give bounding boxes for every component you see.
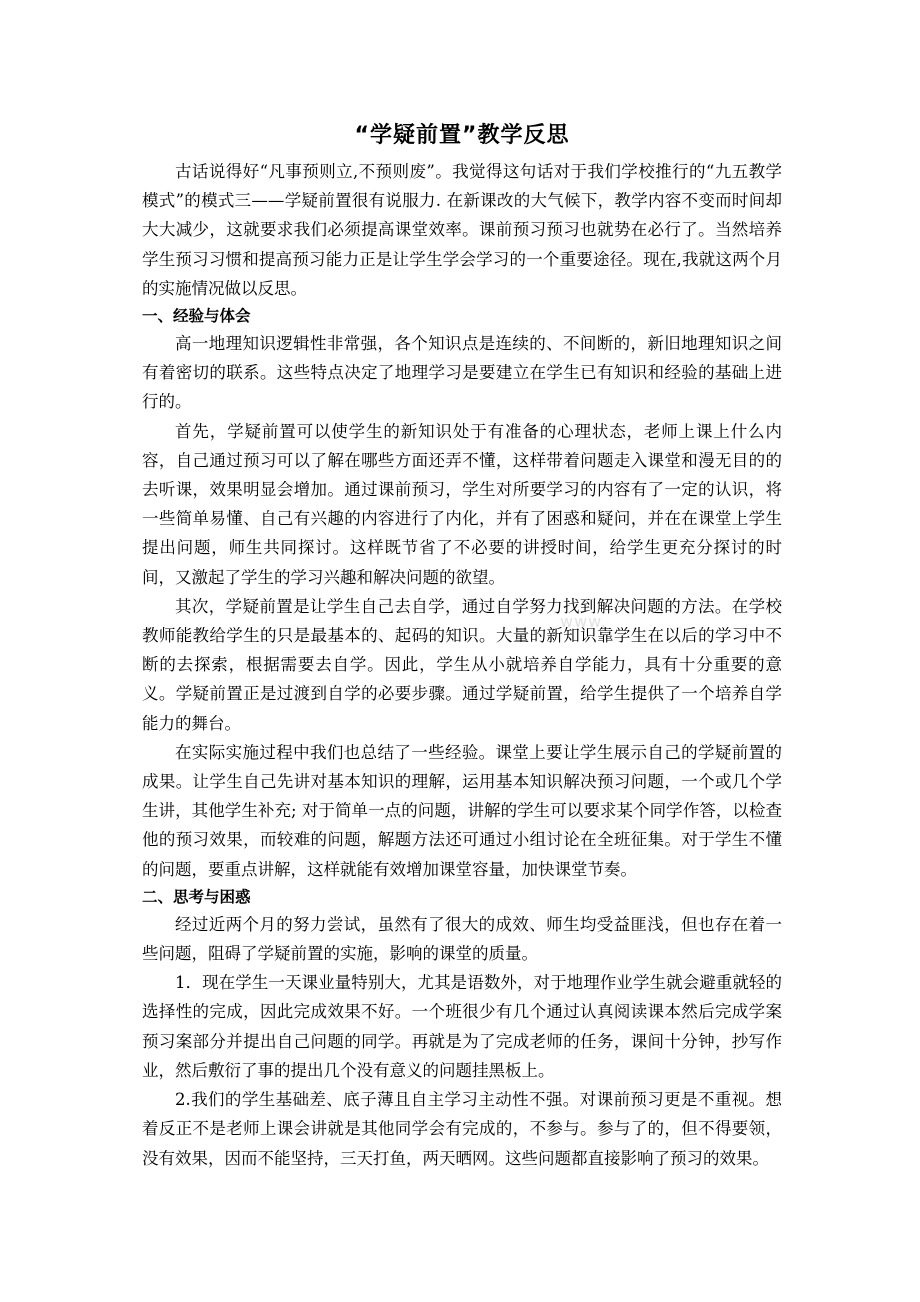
body-paragraph: 经过近两个月的努力尝试，虽然有了很大的成效、师生均受益匪浅，但也存在着一些问题，阻碍了学疑前置的实施，影响的课堂的质量。 [142,914,782,964]
body-paragraph: 1．现在学生一天课业量特别大，尤其是语数外，对于地理作业学生就会避重就轻的选择性的完成，因此完成效果不好。一个班很少有几个通过认真阅读课本然后完成学案预习案部分并提出自己问题的同学。再就是为了完成老师的任务，课间十分钟，抄写作业，然后敷衍了事的提出几个没有意义的问题挂黑板上。 [142,973,782,1080]
body-paragraph: 在实际实施过程中我们也总结了一些经验。课堂上要让学生展示自己的学疑前置的成果。让学生自己先讲对基本知识的理解，运用基本知识解决预习问题，一个或几个学生讲，其他学生补充; 对于简单一点的问题，讲解的学生可以要求某个同学作答，以检查他的预习效果，而较难的问题，解题方法还可通过小组讨论在全班征集。对于学生不懂的问题，要重点讲解，这样就能有效增加课堂容量，加快课堂节奏。 [142,742,782,879]
section-heading-experience: 一、经验与体会 [142,307,251,326]
body-paragraph: 首先，学疑前置可以使学生的新知识处于有准备的心理状态，老师上课上什么内容，自己通过预习可以了解在哪些方面还弄不懂，这样带着问题走入课堂和漫无目的的去听课，效果明显会增加。通过课前预习，学生对所要学习的内容有了一定的认识，将一些简单易懂、自己有兴趣的内容进行了内化，并有了困惑和疑问，并在在课堂上学生提出问题，师生共同探讨。这样既节省了不必要的讲授时间，给学生更充分探讨的时间，又激起了学生的学习兴趣和解决问题的欲望。 [142,421,782,587]
document-title: “学疑前置”教学反思 [354,123,570,148]
intro-paragraph: 古话说得好“凡事预则立,不预则废”。我觉得这句话对于我们学校推行的“九五教学模式”的模式三——学疑前置很有说服力. 在新课改的大气候下，教学内容不变而时间却大大减少，这就要求我们必须提高课堂效率。课前预习预习也就势在必行了。当然培养学生预习习惯和提高预习能力正是让学生学会学习的一个重要途径。现在,我就这两个月的实施情况做以反思。 [142,162,782,298]
section-heading-reflection: 二、思考与困惑 [142,887,251,906]
body-paragraph: 高一地理知识逻辑性非常强，各个知识点是连续的、不间断的，新旧地理知识之间有着密切的联系。这些特点决定了地理学习是要建立在学生已有知识和经验的基础上进行的。 [142,334,782,412]
document-page [142,118,782,1173]
body-paragraph: 其次，学疑前置是让学生自己去自学，通过自学努力找到解决问题的方法。在学校教师能教给学生的只是最基本的、起码的知识。大量的新知识靠学生在以后的学习中不断的去探索，根据需要去自学。因此，学生从小就培养自学能力，具有十分重要的意义。学疑前置正是过渡到自学的必要步骤。通过学疑前置，给学生提供了一个培养自学能力的舞台。 [142,596,782,733]
watermark: www. [560,612,607,631]
body-paragraph: 2.我们的学生基础差、底子薄且自主学习主动性不强。对课前预习更是不重视。想着反正不是老师上课会讲就是其他同学会有完成的，不参与。参与了的，但不得要领，没有效果，因而不能坚持，三天打鱼，两天晒网。这些问题都直接影响了预习的效果。 [142,1090,782,1168]
